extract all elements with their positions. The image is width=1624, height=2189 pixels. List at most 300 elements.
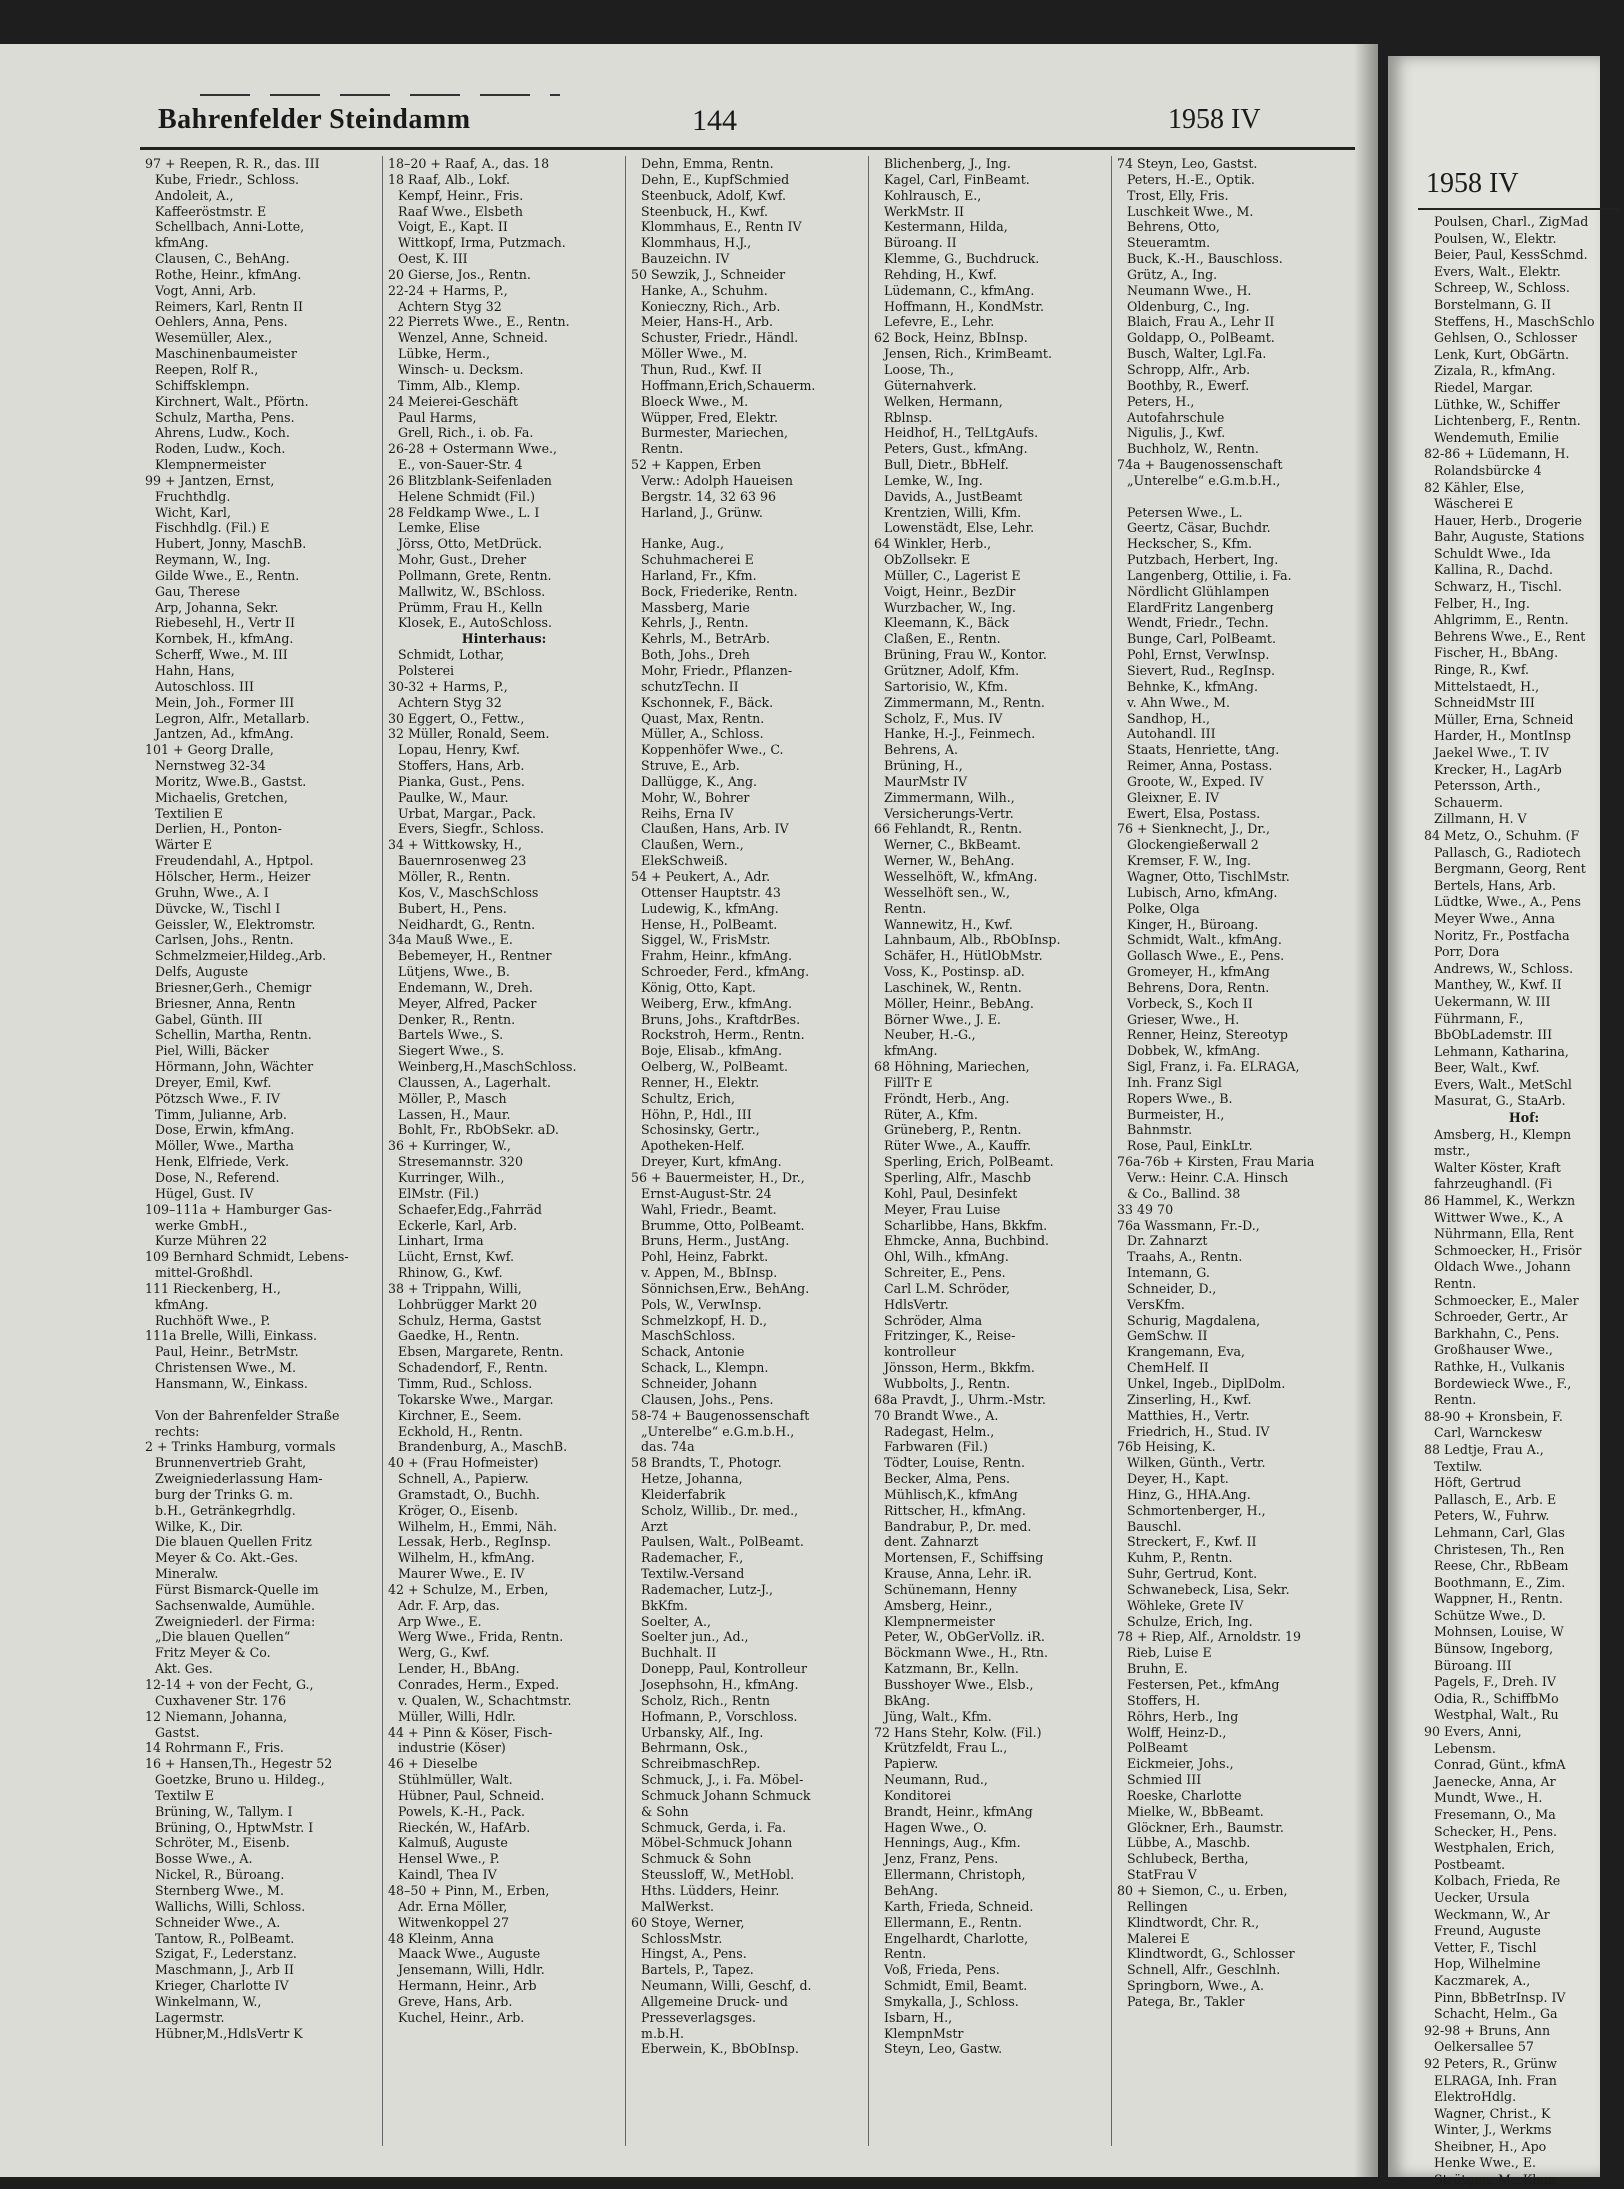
directory-entry: Geertz, Cäsar, Buchdr.	[1127, 520, 1271, 536]
directory-entry: Rentn.	[641, 441, 684, 457]
directory-entry: Bohlt, Fr., RbObSekr. aD.	[398, 1122, 559, 1138]
directory-entry: Hahn, Hans,	[155, 663, 235, 678]
facing-entry: Pallasch, G., Radiotech	[1434, 844, 1581, 860]
facing-entry: Rolandsbürcke 4	[1434, 462, 1542, 478]
facing-entry: Harder, H., MontInsp	[1434, 728, 1571, 744]
directory-entry: Rieb, Luise E	[1127, 1645, 1212, 1661]
directory-entry: Werner, W., BehAng.	[884, 853, 1015, 869]
directory-entry: Neidhardt, G., Rentn.	[398, 916, 536, 932]
directory-entry: Arp Wwe., E.	[398, 1613, 482, 1629]
directory-entry: WerkMstr. II	[884, 203, 965, 219]
directory-entry: Busch, Walter, Lgl.Fa.	[1127, 346, 1267, 362]
facing-entry: Steffens, H., MaschSchlo	[1434, 313, 1595, 329]
facing-entry: Lüdtke, Wwe., A., Pens	[1434, 894, 1581, 910]
directory-entry: Harland, Fr., Kfm.	[641, 567, 757, 583]
directory-entry: Peter, W., ObGerVollz. iR.	[884, 1629, 1045, 1645]
directory-entry: Unkel, Ingeb., DiplDolm.	[1127, 1375, 1286, 1391]
directory-entry: Arzt	[641, 1518, 668, 1534]
directory-entry: Paulke, W., Maur.	[398, 789, 509, 805]
directory-entry: Gruhn, Wwe., A. I	[155, 884, 269, 900]
directory-entry: Schiffsklempn.	[155, 377, 250, 393]
directory-entry: Möller Wwe., M.	[641, 346, 748, 362]
directory-entry: Krieger, Charlotte IV	[155, 1978, 289, 1994]
facing-entry: ElektroHdlg.	[1434, 2089, 1517, 2105]
facing-entry: Manthey, W., Kwf. II	[1434, 977, 1562, 993]
directory-entry: kfmAng.	[884, 1043, 938, 1059]
directory-entry: Renner, H., Elektr.	[641, 1074, 760, 1090]
directory-entry: Wannewitz, H., Kwf.	[884, 916, 1013, 932]
facing-entry: mstr.,	[1434, 1143, 1471, 1159]
directory-entry: Briesner,Gerh., Chemigr	[155, 979, 312, 995]
directory-entry: Schneider Wwe., A.	[155, 1914, 281, 1930]
facing-entry: Lichtenberg, F., Rentn.	[1434, 413, 1581, 429]
directory-entry: Boje, Elisab., kfmAng.	[641, 1043, 782, 1059]
directory-entry: Timm, Julianne, Arb.	[155, 1106, 287, 1122]
directory-entry: Bosse Wwe., A.	[155, 1851, 253, 1867]
directory-entry: SchlossMstr.	[641, 1930, 723, 1946]
facing-entry: Rentn.	[1434, 1276, 1477, 1291]
directory-entry: 109–111a + Hamburger Gas-	[145, 1201, 332, 1217]
directory-entry: kontrolleur	[884, 1344, 956, 1360]
column-3	[626, 156, 869, 2146]
facing-entry: 84 Metz, O., Schuhm. (F	[1424, 827, 1580, 843]
directory-entry: b.H., Getränkegrhdlg.	[155, 1502, 296, 1518]
directory-entry: Weiberg, Erw., kfmAng.	[641, 995, 793, 1011]
directory-entry: Lücht, Ernst, Kwf.	[398, 1249, 514, 1265]
directory-entry: 34a Mauß Wwe., E.	[388, 932, 513, 948]
directory-entry: Verw.: Heinr. C.A. Hinsch	[1127, 1170, 1289, 1185]
directory-entry: Oest, K. III	[398, 251, 468, 267]
directory-entry: Hübner, Paul, Schneid.	[398, 1787, 545, 1803]
directory-entry: Kröger, O., Eisenb.	[398, 1502, 519, 1518]
directory-entry: Timm, Rud., Schloss.	[398, 1375, 533, 1391]
directory-entry: Konditorei	[884, 1787, 951, 1803]
directory-entry: Siegert Wwe., S.	[398, 1043, 505, 1059]
facing-entry: Strötgen, M., Klem	[1434, 2172, 1556, 2188]
directory-entry: Gaedke, H., Rentn.	[398, 1328, 520, 1344]
directory-entry: Voß, Frieda, Pens.	[884, 1962, 1000, 1978]
facing-entry: Zillmann, H. V	[1434, 811, 1527, 827]
directory-entry: Mallwitz, W., BSchloss.	[398, 583, 546, 599]
directory-entry: MaurMstr IV	[884, 773, 968, 789]
facing-entry: Hof:	[1508, 1110, 1540, 1126]
directory-entry: Henk, Elfriede, Verk.	[155, 1154, 290, 1170]
directory-entry	[631, 520, 863, 536]
directory-entry: Schulz, Herma, Gastst	[398, 1312, 542, 1328]
directory-entry: Düvcke, W., Tischl I	[155, 900, 281, 916]
directory-entry: Helene Schmidt (Fil.)	[398, 488, 535, 504]
directory-entry: v. Ahn Wwe., M.	[1127, 694, 1231, 710]
directory-entry: Brumme, Otto, PolBeamt.	[641, 1217, 805, 1233]
directory-entry: Carl L.M. Schröder,	[884, 1280, 1011, 1296]
directory-entry: Boothby, R., Ewerf.	[1127, 377, 1250, 393]
directory-entry: Glöckner, Erh., Baumstr.	[1127, 1819, 1284, 1835]
directory-entry: Heidhof, H., TelLtgAufs.	[884, 425, 1039, 441]
directory-entry: Derlien, H., Ponton-	[155, 821, 282, 837]
directory-entry: Wendt, Friedr., Techn.	[1127, 615, 1269, 631]
facing-entry: Felber, H., Ing.	[1434, 595, 1530, 611]
directory-entry: Verw.: Adolph Haueisen	[641, 472, 793, 488]
directory-entry: Brandenburg, A., MaschB.	[398, 1439, 568, 1455]
directory-entry: Wöhleke, Grete IV	[1127, 1597, 1244, 1613]
directory-entry: Sartorisio, W., Kfm.	[884, 678, 1008, 694]
directory-entry: Hingst, A., Pens.	[641, 1946, 747, 1962]
directory-entry: Müller, C., Lagerist E	[884, 567, 1021, 583]
facing-entry: Poulsen, Charl., ZigMad	[1434, 214, 1589, 229]
directory-entry: Cuxhavener Str. 176	[155, 1692, 286, 1708]
facing-entry: Pallasch, E., Arb. E	[1434, 1491, 1557, 1507]
directory-entry: GemSchw. II	[1127, 1328, 1208, 1344]
directory-entry: MaschSchloss.	[641, 1328, 736, 1344]
facing-entry: 82-86 + Lüdemann, H.	[1424, 446, 1570, 462]
directory-entry: Arp, Johanna, Sekr.	[155, 599, 279, 615]
directory-entry: Wilken, Günth., Vertr.	[1127, 1455, 1266, 1471]
directory-entry: Hagen Wwe., O.	[884, 1819, 987, 1835]
facing-entry: Lebensm.	[1434, 1740, 1496, 1756]
facing-entry: Amsberg, H., Klempn	[1434, 1126, 1572, 1142]
directory-entry: Steyn, Leo, Gastw.	[884, 2041, 1003, 2057]
directory-entry: Hths. Lüdders, Heinr.	[641, 1882, 780, 1898]
directory-entry: 33 49 70	[1117, 1201, 1174, 1217]
directory-entry: Paul, Heinr., BetrMstr.	[155, 1344, 299, 1360]
facing-header-rule	[1418, 208, 1618, 210]
directory-entry: Oldenburg, C., Ing.	[1127, 298, 1250, 314]
facing-entry: Oelkersallee 57	[1434, 2039, 1534, 2055]
directory-entry: Schropp, Alfr., Arb.	[1127, 361, 1251, 377]
facing-entry: Bergmann, Georg, Rent	[1434, 861, 1586, 877]
directory-entry: Wallichs, Willi, Schloss.	[155, 1898, 306, 1914]
directory-entry: VersKfm.	[1127, 1296, 1185, 1312]
directory-entry: Die blauen Quellen Fritz	[155, 1534, 312, 1550]
directory-entry: 101 + Georg Dralle,	[145, 742, 274, 758]
directory-entry: Deyer, H., Kapt.	[1127, 1471, 1229, 1487]
directory-entry: Goldapp, O., PolBeamt.	[1127, 330, 1275, 346]
directory-entry: Rhinow, G., Kwf.	[398, 1265, 503, 1281]
directory-entry: Massberg, Marie	[641, 599, 750, 615]
directory-entry: Möller, P., Masch	[398, 1090, 507, 1106]
directory-entry: Mohr, W., Bohrer	[641, 789, 750, 805]
directory-entry: Thun, Rud., Kwf. II	[641, 361, 762, 377]
directory-entry: Grüneberg, P., Rentn.	[884, 1122, 1022, 1138]
directory-entry: 46 + Dieselbe	[388, 1756, 478, 1772]
directory-entry: 2 + Trinks Hamburg, vormals	[145, 1439, 336, 1455]
directory-entry: Gromeyer, H., kfmAng	[1127, 964, 1270, 980]
facing-entry: Conrad, Günt., kfmA	[1434, 1757, 1566, 1773]
directory-entry: 52 + Kappen, Erben	[631, 457, 762, 473]
directory-entry: Burmester, Mariechen,	[641, 425, 789, 441]
directory-entry: 28 Feldkamp Wwe., L. I	[388, 504, 540, 520]
directory-entry: Jüng, Walt., Kfm.	[884, 1708, 992, 1724]
directory-entry: FillTr E	[884, 1074, 933, 1090]
facing-entry: 88 Ledtje, Frau A.,	[1424, 1441, 1544, 1457]
directory-entry: Isbarn, H.,	[884, 2009, 953, 2025]
directory-entry: Piel, Willi, Bäcker	[155, 1043, 269, 1059]
facing-entry: Wendemuth, Emilie	[1434, 429, 1559, 445]
directory-entry: Werner, C., BkBeamt.	[884, 837, 1021, 853]
facing-entry: Postbeamt.	[1434, 1856, 1506, 1872]
directory-entry: Greve, Hans, Arb.	[398, 1993, 513, 2009]
directory-entry: Schadendorf, F., Rentn.	[398, 1360, 548, 1376]
directory-entry: Grell, Rich., i. ob. Fa.	[398, 425, 534, 441]
facing-entry: Nührmann, Ella, Rent	[1434, 1226, 1574, 1242]
directory-entry: 12 Niemann, Johanna,	[145, 1708, 288, 1724]
directory-entry: Stoffers, H.	[1127, 1692, 1201, 1708]
directory-entry: Rademacher, Lutz-J.,	[641, 1581, 774, 1597]
directory-entry: 36 + Kurringer, W.,	[388, 1138, 511, 1154]
directory-entry: Tödter, Louise, Rentn.	[884, 1455, 1025, 1471]
facing-entry: Barkhahn, C., Pens.	[1434, 1325, 1560, 1341]
facing-entry: BbObLademstr. III	[1434, 1027, 1553, 1043]
page-edge-shadow	[1354, 44, 1378, 2177]
directory-entry: 111a Brelle, Willi, Einkass.	[145, 1328, 318, 1344]
directory-entry: Lemke, Elise	[398, 520, 481, 536]
directory-entry: Schneider, Johann	[641, 1375, 758, 1391]
directory-entry: Rose, Paul, EinkLtr.	[1127, 1138, 1253, 1154]
directory-entry: 18 Raaf, Alb., Lokf.	[388, 171, 511, 187]
directory-entry: Blaich, Frau A., Lehr II	[1127, 314, 1275, 330]
facing-entry: Lüthke, W., Schiffer	[1434, 396, 1560, 412]
directory-entry: Hetze, Johanna,	[641, 1471, 743, 1487]
facing-entry: Poulsen, W., Elektr.	[1434, 230, 1557, 246]
directory-entry: Peters, Gust., kfmAng.	[884, 441, 1028, 457]
directory-entry: Katzmann, Br., Kelln.	[884, 1661, 1019, 1677]
directory-entry: 20 Gierse, Jos., Rentn.	[388, 266, 531, 282]
facing-entry: Krecker, H., LagArb	[1434, 761, 1562, 777]
directory-entry: Springborn, Wwe., A.	[1127, 1978, 1264, 1994]
directory-entry: kfmAng.	[155, 235, 209, 251]
directory-entry: Sönnichsen,Erw., BehAng.	[641, 1280, 810, 1296]
directory-entry: Schmortenberger, H.,	[1127, 1502, 1266, 1518]
directory-entry: Lopau, Henry, Kwf.	[398, 742, 521, 758]
facing-entry: Bünsow, Ingeborg,	[1434, 1641, 1554, 1657]
directory-entry: Laschinek, W., Rentn.	[884, 979, 1022, 995]
directory-entry: Pianka, Gust., Pens.	[398, 773, 525, 789]
directory-entry: Hoffmann, H., KondMstr.	[884, 298, 1045, 314]
directory-entry: Lefevre, E., Lehr.	[884, 314, 995, 330]
directory-entry: Kohl, Paul, Desinfekt	[884, 1185, 1018, 1201]
directory-entry: Hofmann, P., Vorschloss.	[641, 1708, 798, 1724]
directory-entry: Textilw.-Versand	[641, 1566, 745, 1582]
directory-entry: Maurer Wwe., E. IV	[398, 1566, 525, 1582]
directory-entry: Schwanebeck, Lisa, Sekr.	[1127, 1581, 1290, 1597]
directory-entry: 111 Rieckenberg, H.,	[145, 1280, 281, 1296]
directory-entry: Soelter jun., Ad.,	[641, 1629, 749, 1645]
directory-entry: Scholz, F., Mus. IV	[884, 710, 1003, 726]
facing-entry: Schütze Wwe., D.	[1434, 1607, 1546, 1623]
directory-entry: Burmeister, H.,	[1127, 1106, 1225, 1122]
directory-entry: Neumann Wwe., H.	[1127, 282, 1252, 298]
directory-entry: Schmied III	[1127, 1772, 1202, 1788]
facing-entry: Rathke, H., Vulkanis	[1434, 1358, 1565, 1374]
directory-entry: Voigt, E., Kapt. II	[398, 219, 508, 235]
facing-entry: Schacht, Helm., Ga	[1434, 2006, 1558, 2022]
directory-entry: Brüning, Frau W., Kontor.	[884, 647, 1047, 663]
directory-entry: Gollasch Wwe., E., Pens.	[1127, 948, 1285, 964]
directory-entry: Pols, W., VerwInsp.	[641, 1296, 762, 1312]
directory-entry: Kornbek, H., kfmAng.	[155, 631, 294, 647]
directory-entry: Christensen Wwe., M.	[155, 1360, 296, 1376]
directory-entry: Lender, H., BbAng.	[398, 1661, 520, 1677]
directory-entry: Schmidt, Lothar,	[398, 647, 505, 663]
directory-entry: schutzTechn. II	[641, 678, 739, 694]
directory-entry: Versicherungs-Vertr.	[884, 805, 1014, 821]
facing-entry: Riedel, Margar.	[1434, 379, 1534, 395]
directory-entry: Lagermstr.	[155, 2009, 225, 2025]
directory-entry: Schroeder, Ferd., kfmAng.	[641, 964, 810, 980]
directory-entry: Reimer, Anna, Postass.	[1127, 758, 1273, 774]
directory-entry: Rüter Wwe., A., Kauffr.	[884, 1138, 1032, 1154]
directory-entry: Hanke, H.-J., Feinmech.	[884, 726, 1036, 742]
directory-entry: Oehlers, Anna, Pens.	[155, 314, 288, 330]
directory-entry: Klosek, E., AutoSchloss.	[398, 615, 552, 631]
directory-entry: Sternberg Wwe., M.	[155, 1882, 284, 1898]
facing-entry: Behrens Wwe., E., Rent	[1434, 628, 1586, 644]
directory-entry: Fürst Bismarck-Quelle im	[155, 1581, 319, 1597]
directory-entry: Jörss, Otto, MetDrück.	[398, 536, 542, 552]
facing-entry: Zizala, R., kfmAng.	[1434, 363, 1556, 379]
directory-entry: Kohlrausch, E.,	[884, 187, 982, 203]
directory-entry: Schultz, Erich,	[641, 1090, 736, 1106]
facing-entry: Beer, Walt., Kwf.	[1434, 1060, 1540, 1076]
facing-entry: Schecker, H., Pens.	[1434, 1823, 1557, 1839]
directory-entry: Fritzinger, K., Reise-	[884, 1328, 1016, 1344]
directory-entry: Bruns, Herm., JustAng.	[641, 1233, 790, 1249]
directory-entry: Clausen, C., BehAng.	[155, 251, 290, 267]
facing-entry: Carl, Warnckesw	[1434, 1425, 1543, 1441]
column-2	[383, 156, 626, 2146]
directory-entry: Carlsen, Johs., Rentn.	[155, 932, 294, 948]
directory-entry: Dehn, Emma, Rentn.	[641, 156, 774, 171]
directory-entry: Wilhelm, H., Emmi, Näh.	[398, 1518, 558, 1534]
directory-entry: Kschonnek, F., Bäck.	[641, 694, 774, 710]
directory-entry: 109 Bernhard Schmidt, Lebens-	[145, 1249, 349, 1265]
directory-entry: Müller, Willi, Hdlr.	[398, 1708, 516, 1724]
directory-entry: 76a Wassmann, Fr.-D.,	[1117, 1217, 1260, 1233]
directory-entry: Schünemann, Henny	[884, 1581, 1017, 1597]
directory-entry: Neumann, Willi, Geschf, d.	[641, 1978, 812, 1994]
facing-entry: Andrews, W., Schloss.	[1434, 960, 1574, 976]
facing-entry: Lehmann, Carl, Glas	[1434, 1524, 1565, 1540]
directory-entry: SchreibmaschRep.	[641, 1756, 761, 1772]
directory-entry: „Unterelbe“ e.G.m.b.H.,	[1127, 472, 1281, 488]
directory-entry: Soelter, A.,	[641, 1613, 711, 1629]
directory-entry: Schellin, Martha, Rentn.	[155, 1027, 312, 1043]
directory-entry: Krützfeldt, Frau L.,	[884, 1740, 1008, 1756]
directory-entry: MalWerkst.	[641, 1898, 714, 1914]
directory-entry: kfmAng.	[155, 1296, 209, 1312]
directory-entry: Claußen, Wern.,	[641, 837, 744, 853]
directory-entry: Fischhdlg. (Fil.) E	[155, 520, 270, 536]
directory-entry: Hanke, Aug.,	[641, 536, 724, 552]
directory-entry: Bauzeichn. IV	[641, 251, 730, 267]
directory-entry: Lohbrügger Markt 20	[398, 1296, 537, 1312]
directory-entry: Grieser, Wwe., H.	[1127, 1011, 1240, 1027]
directory-entry: Kurze Mühren 22	[155, 1233, 268, 1249]
directory-entry: 66 Fehlandt, R., Rentn.	[874, 821, 1023, 837]
directory-entry: Lessak, Herb., RegInsp.	[398, 1534, 552, 1550]
directory-entry: Freudendahl, A., Hptpol.	[155, 853, 314, 869]
header-rule	[140, 147, 1355, 150]
directory-entry: Nickel, R., Büroang.	[155, 1867, 285, 1883]
directory-entry: Kehrls, M., BetrArb.	[641, 631, 771, 647]
directory-entry: 58 Brandts, T., Photogr.	[631, 1455, 782, 1471]
facing-entry: Schroeder, Gertr., Ar	[1434, 1309, 1568, 1325]
directory-entry: Hübner,M.,HdlsVertr K	[155, 2025, 303, 2041]
directory-entry: Mohr, Friedr., Pflanzen-	[641, 663, 793, 678]
directory-entry: Gilde Wwe., E., Rentn.	[155, 567, 300, 583]
directory-entry: 48–50 + Pinn, M., Erben,	[388, 1882, 550, 1898]
directory-entry: Schreiter, E., Pens.	[884, 1265, 1006, 1281]
directory-entry: Josephsohn, H., kfmAng.	[641, 1677, 799, 1692]
directory-entry: Wenzel, Anne, Schneid.	[398, 330, 548, 346]
directory-entry: Sperling, Erich, PolBeamt.	[884, 1154, 1054, 1170]
directory-entry: Schröter, M., Eisenb.	[155, 1835, 290, 1851]
directory-entry: Bunge, Carl, PolBeamt.	[1127, 631, 1276, 647]
column-1	[140, 156, 383, 2146]
directory-entry: 60 Stoye, Werner,	[631, 1914, 745, 1930]
facing-entry: Pagels, F., Dreh. IV	[1434, 1674, 1556, 1690]
directory-entry: Delfs, Auguste	[155, 964, 249, 980]
directory-entry: Meyer & Co. Akt.-Ges.	[155, 1550, 299, 1566]
directory-entry: 56 + Bauermeister, H., Dr.,	[631, 1170, 805, 1185]
facing-entry: Führmann, F.,	[1434, 1010, 1524, 1026]
directory-entry: Lübke, Herm.,	[398, 346, 491, 362]
directory-entry: Kaindl, Thea IV	[398, 1867, 497, 1883]
directory-entry: Hense, H., PolBeamt.	[641, 916, 778, 932]
directory-entry: Krentzien, Willi, Kfm.	[884, 504, 1022, 520]
directory-entry: 74a + Baugenossenschaft	[1117, 457, 1283, 473]
directory-entry: Gleixner, E. IV	[1127, 789, 1220, 805]
directory-entry: Smykalla, J., Schloss.	[884, 1993, 1019, 2009]
directory-entry: Steenbuck, Adolf, Kwf.	[641, 187, 786, 203]
directory-entry: Sigl, Franz, i. Fa. ELRAGA,	[1127, 1059, 1300, 1075]
facing-entry: 90 Evers, Anni,	[1424, 1724, 1522, 1740]
directory-entry: Möller, Heinr., BebAng.	[884, 995, 1034, 1011]
directory-entry	[1117, 489, 1350, 505]
directory-entry: Streckert, F., Kwf. II	[1127, 1534, 1257, 1550]
directory-entry: StatFrau V	[1127, 1867, 1197, 1883]
directory-entry: 32 Müller, Ronald, Seem.	[388, 726, 550, 742]
directory-entry: Steussloff, W., MetHobl.	[641, 1867, 795, 1883]
directory-entry: Bauernrosenweg 23	[398, 853, 527, 869]
directory-entry: Kremser, F. W., Ing.	[1127, 853, 1252, 869]
facing-entry: Ringe, R., Kwf.	[1434, 662, 1530, 678]
directory-entry: Bock, Friederike, Rentn.	[641, 583, 798, 599]
directory-entry: Kalmuß, Auguste	[398, 1835, 508, 1851]
directory-entry: Krangemann, Eva,	[1127, 1344, 1246, 1360]
directory-entry: E., von-Sauer-Str. 4	[398, 457, 523, 473]
directory-entry: v. Qualen, W., Schachtmstr.	[398, 1692, 572, 1708]
facing-entry: Schreep, W., Schloss.	[1434, 280, 1570, 296]
directory-entry: Witwenkoppel 27	[398, 1914, 510, 1930]
directory-entry: Möbel-Schmuck Johann	[641, 1835, 793, 1851]
directory-entry: Möller, Wwe., Martha	[155, 1138, 294, 1154]
directory-entry: 97 + Reepen, R. R., das. III	[145, 156, 320, 171]
directory-entry: Börner Wwe., J. E.	[884, 1011, 1001, 1027]
directory-entry: Denker, R., Rentn.	[398, 1011, 516, 1027]
directory-entry: Nigulis, J., Kwf.	[1127, 425, 1226, 441]
directory-entry: Langenberg, Ottilie, i. Fa.	[1127, 567, 1292, 583]
directory-entry: Winsch- u. Decksm.	[398, 361, 524, 377]
facing-entry: Schmoecker, E., Maler	[1434, 1292, 1579, 1308]
directory-entry: Kos, V., MaschSchloss	[398, 884, 539, 900]
directory-entry: das. 74a	[641, 1439, 695, 1455]
directory-entry: Wilhelm, H., kfmAng.	[398, 1550, 535, 1566]
directory-entry: Bartels, P., Tapez.	[641, 1962, 754, 1978]
directory-entry: BehAng.	[884, 1882, 939, 1898]
directory-entry: Bergstr. 14, 32 63 96	[641, 488, 777, 504]
directory-entry: rechts:	[155, 1423, 200, 1439]
